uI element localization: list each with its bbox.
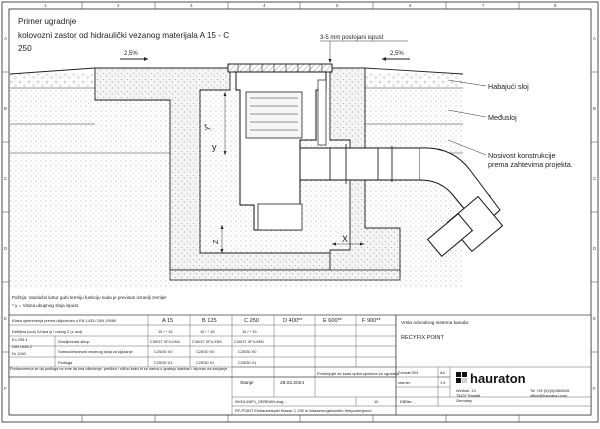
- left-note: DIN 1045-2: [12, 344, 32, 349]
- drain-side-wall: [318, 80, 326, 145]
- grid-row-label: E: [4, 316, 8, 321]
- cell: C25/30 X0: [154, 349, 173, 354]
- dim-y-label: y: [212, 142, 217, 152]
- title-line-3: 250: [18, 44, 32, 53]
- address-1: Werkstr. 13: [456, 388, 476, 393]
- callout-wear-layer: Habajući sloj: [488, 82, 529, 91]
- cell: C25/30 X1: [238, 360, 257, 365]
- class-c250: C 250: [244, 318, 259, 324]
- left-note: Dr 1040: [12, 351, 26, 356]
- grid-col-label: 4: [263, 3, 266, 8]
- format-value: A4: [440, 370, 445, 375]
- grid-row-label: D: [593, 246, 597, 251]
- class-b125: B 125: [202, 318, 217, 324]
- grid-col-label: 6: [409, 3, 412, 8]
- drawing-description: RF-POINT Einbaubeispiel Klasse C 250 in Wasserungsbunden Weguntergrund: [235, 408, 372, 413]
- cell: 10 / * 15: [200, 329, 215, 334]
- wear-layer-left: [10, 74, 95, 88]
- system-value: RECYFIX POINT: [401, 335, 444, 341]
- scale-value: 1:5: [440, 380, 446, 385]
- row-label: Debljina (cca) X/ruka ly / razlog Z (x ucd): [12, 329, 83, 334]
- grid-row-label: B: [593, 106, 597, 111]
- callout-support-2: prema zahtevima projekta.: [488, 160, 573, 169]
- layer-callouts: [448, 80, 573, 169]
- left-note: En 206-1: [12, 337, 28, 342]
- class-e600: E 600**: [323, 318, 342, 324]
- file-name: 000014/6P1_SERBIAN.dwg: [235, 399, 284, 404]
- format-label: Format DIN: [398, 370, 419, 375]
- title-line-2: kolovozni zastor od hidraulički vezanog materijala A 15 - C: [18, 31, 230, 40]
- cell: C30/37 XF4-XM1: [234, 339, 265, 344]
- class-a15: A 15: [162, 318, 174, 324]
- grid-col-label: 8: [554, 3, 557, 8]
- status-label: Stanje: [240, 381, 254, 386]
- email: office@hauraton.com: [530, 393, 567, 398]
- seat-label: 3-5 mm postojani ispust: [320, 35, 384, 41]
- row-label: Gradjevinski sklop: [58, 339, 90, 344]
- grid-row-label: C: [4, 176, 8, 181]
- callout-support-1: Nosivost konstrukcije: [488, 151, 556, 160]
- callout-intermediate-layer: Međusloj: [488, 113, 517, 122]
- cell: 15 / * 15: [242, 329, 257, 334]
- class-d400: D 400**: [283, 318, 303, 324]
- cross-section: [10, 64, 503, 288]
- title-line-1: Primer ugradnje: [18, 17, 77, 26]
- sheet-number: 10: [374, 399, 379, 404]
- grating-frame: [228, 64, 332, 72]
- company-name: hauraton: [470, 371, 526, 386]
- class-f900: F 900**: [362, 318, 381, 324]
- table-header: Klasa opterećenja prema ukljucenim u EN 1433 / DIN 19580: [12, 318, 117, 323]
- drawing-notes: [12, 295, 167, 308]
- grid-row-label: F: [4, 386, 7, 391]
- slope-right-label: 2,5%: [390, 51, 404, 57]
- phone: Tel +49 (0)/(0)2860026: [530, 388, 570, 393]
- grid-row-label: F: [593, 386, 596, 391]
- dim-x-label: X: [342, 234, 349, 244]
- note-1: Pažnja: Vazdušni kotur gubi termiju funkciju sada je previsan izmedji zemlje!: [12, 295, 167, 300]
- cell: C30/37 XF4-XM1: [192, 339, 223, 344]
- note-2: * y = Visina ukupnog sloja ispust: [12, 303, 78, 308]
- grid-row-label: D: [4, 246, 8, 251]
- grid-row-label: A: [593, 36, 597, 41]
- grid-col-label: 3: [190, 3, 193, 8]
- table-footnote-box: [10, 367, 232, 397]
- slope-markers: [120, 51, 410, 61]
- row-label: Samoučestanost vezanog sloja za ojačanje: [58, 349, 133, 354]
- address-3: Germany: [456, 398, 472, 403]
- silt-bucket: [246, 92, 302, 138]
- cell: C25/30 X1: [196, 360, 215, 365]
- concrete-base: [170, 270, 400, 280]
- grid-col-label: 5: [336, 3, 339, 8]
- remark-line: Primenjujte se kada opšta uputstva za ugradnju.: [317, 371, 401, 376]
- grid-row-label: C: [593, 176, 597, 181]
- address-2: 76437 Rastatt: [456, 393, 481, 398]
- grid-col-label: 1: [44, 3, 47, 8]
- wear-layer-right: [365, 74, 463, 88]
- status-date: 28.02.2024: [280, 381, 305, 386]
- drain-sump: [258, 204, 302, 230]
- grid-row-label: A: [4, 36, 8, 41]
- system-label: Vrsta odvodnog sistema kanala:: [401, 321, 470, 326]
- scale-label: razmer: [398, 380, 411, 385]
- table-footnote: Podrazumeva se da podloga ne sme da ima oštećenje: predlozi i slično kako bi se nanos u gradnju stabilan i otporan na savijanje.: [10, 367, 229, 371]
- cell: C25/30 X0: [238, 349, 257, 354]
- drawing-title: [18, 17, 229, 53]
- grid-row-label: E: [593, 316, 597, 321]
- language-code: EBBiw: [400, 399, 412, 404]
- cell: C30/37 XF4-XM1: [150, 339, 181, 344]
- cell: 10 / * 15: [158, 329, 173, 334]
- cell: C25/30 X1: [154, 360, 173, 365]
- cell: C25/30 X0: [196, 349, 215, 354]
- row-label: Podloga: [58, 360, 73, 365]
- grid-col-label: 7: [482, 3, 485, 8]
- slope-left-label: 2,5%: [124, 51, 138, 57]
- dim-z-label: Z: [211, 239, 220, 244]
- dim-y-star-label: y*: [204, 123, 211, 130]
- grid-col-label: 2: [117, 3, 120, 8]
- grid-row-label: B: [4, 106, 8, 111]
